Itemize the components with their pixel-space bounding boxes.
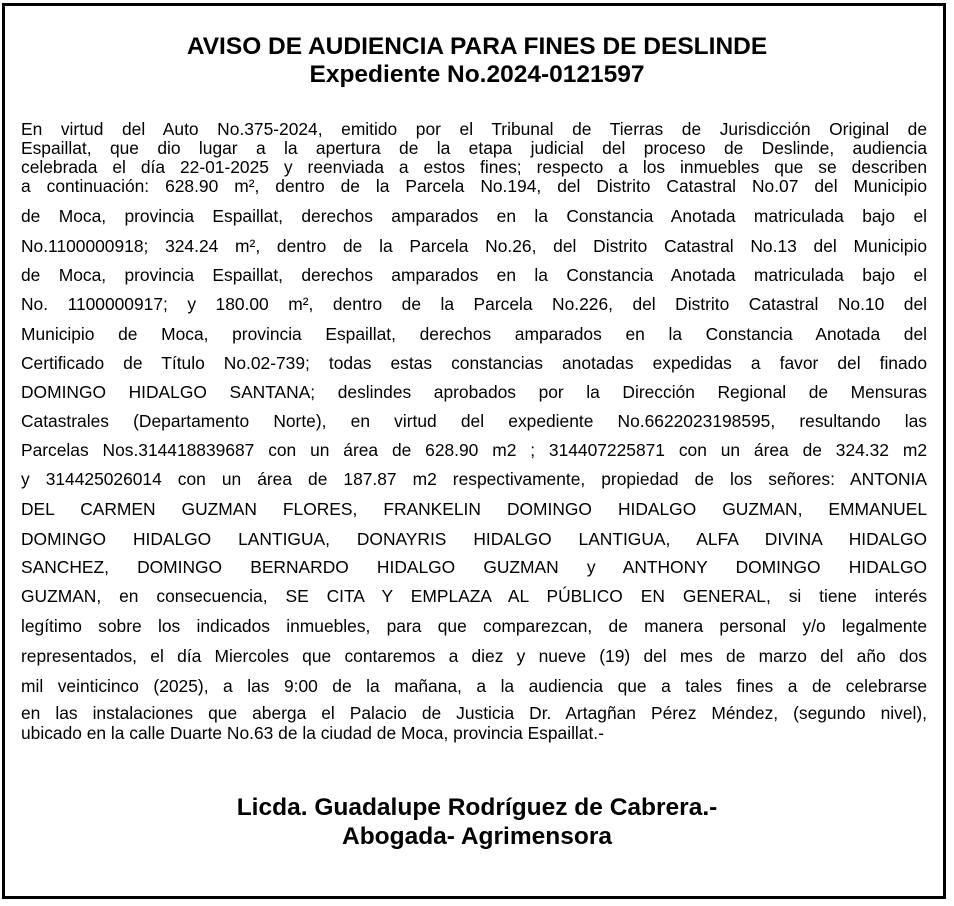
body-line: En virtud del Auto No.375-2024, emitido por el Tribunal de Tierras de Jurisdicción Original de — [21, 119, 927, 139]
signature-block — [0, 793, 954, 851]
notice-title: AVISO DE AUDIENCIA PARA FINES DE DESLINDE — [186, 33, 768, 60]
body-line: mil veinticinco (2025), a las 9:00 de la mañana, a la audiencia que a tales fines a de celebrarse — [21, 676, 927, 696]
body-line: No.1100000918; 324.24 m², dentro de la Parcela No.26, del Distrito Catastral No.13 del Municipio — [21, 236, 927, 256]
file-number: Expediente No.2024-0121597 — [309, 61, 645, 88]
body-line: ubicado en la calle Duarte No.63 de la ciudad de Moca, provincia Espaillat.- — [21, 723, 604, 743]
body-line: No. 1100000917; y 180.00 m², dentro de la Parcela No.226, del Distrito Catastral No.10 del — [21, 294, 927, 314]
body-line: GUZMAN, en consecuencia, SE CITA Y EMPLAZA AL PÚBLICO EN GENERAL, si tiene interés — [21, 586, 927, 606]
body-line: DOMINGO HIDALGO LANTIGUA, DONAYRIS HIDALGO LANTIGUA, ALFA DIVINA HIDALGO — [21, 529, 927, 549]
body-line: a continuación: 628.90 m², dentro de la Parcela No.194, del Distrito Catastral No.07 del Municipio — [21, 176, 927, 196]
signatory-title: Abogada- Agrimensora — [342, 823, 612, 850]
body-line: de Moca, provincia Espaillat, derechos amparados en la Constancia Anotada matriculada bajo el — [21, 265, 927, 285]
notice-body — [21, 120, 927, 760]
body-line: Certificado de Título No.02-739; todas estas constancias anotadas expedidas a favor del finado — [21, 353, 927, 373]
body-line: DEL CARMEN GUZMAN FLORES, FRANKELIN DOMINGO HIDALGO GUZMAN, EMMANUEL — [21, 499, 927, 519]
notice-header — [0, 33, 954, 89]
body-line: DOMINGO HIDALGO SANTANA; deslindes aprobados por la Dirección Regional de Mensuras — [21, 382, 927, 402]
body-line: Espaillat, que dio lugar a la apertura de la etapa judicial del proceso de Deslinde, audiencia — [21, 138, 927, 158]
body-line: en las instalaciones que aberga el Palacio de Justicia Dr. Artagñan Pérez Méndez, (segundo nivel), — [21, 703, 927, 723]
body-line: y 314425026014 con un área de 187.87 m2 respectivamente, propiedad de los señores: ANTONIA — [21, 469, 927, 489]
body-line: Parcelas Nos.314418839687 con un área de 628.90 m2 ; 314407225871 con un área de 324.32 m2 — [21, 440, 927, 460]
signatory-name: Licda. Guadalupe Rodríguez de Cabrera.- — [236, 794, 718, 821]
body-line: de Moca, provincia Espaillat, derechos amparados en la Constancia Anotada matriculada bajo el — [21, 206, 927, 226]
body-line: SANCHEZ, DOMINGO BERNARDO HIDALGO GUZMAN y ANTHONY DOMINGO HIDALGO — [21, 557, 927, 577]
body-line: celebrada el día 22-01-2025 y reenviada a estos fines; respecto a los inmuebles que se describen — [21, 157, 927, 177]
body-line: representados, el día Miercoles que contaremos a diez y nueve (19) del mes de marzo del año dos — [21, 646, 927, 666]
body-line: Municipio de Moca, provincia Espaillat, derechos amparados en la Constancia Anotada del — [21, 324, 927, 344]
body-line: legítimo sobre los indicados inmuebles, para que comparezcan, de manera personal y/o legalmente — [21, 616, 927, 636]
body-line: Catastrales (Departamento Norte), en virtud del expediente No.6622023198595, resultando las — [21, 411, 927, 431]
